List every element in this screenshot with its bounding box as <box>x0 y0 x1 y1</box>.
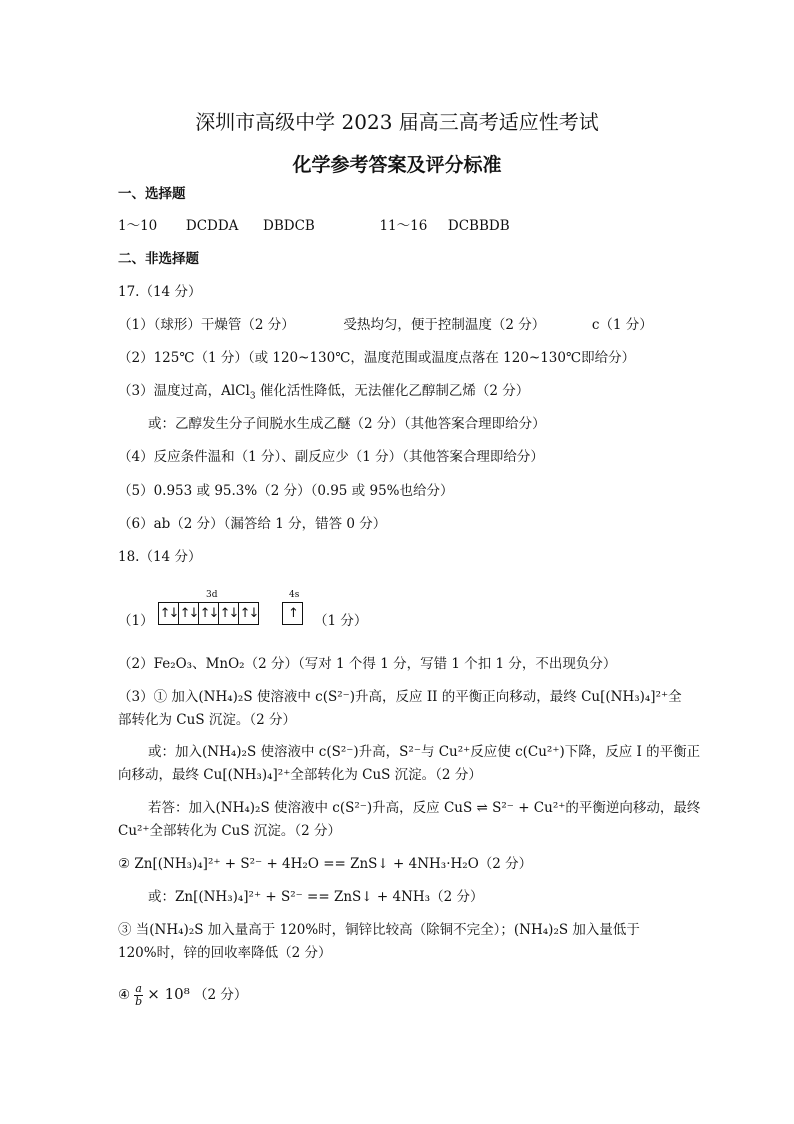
formula-expression: × 10⁸ <box>147 985 190 1003</box>
q17-part4: （4）反应条件温和（1 分）、副反应少（1 分）（其他答案合理即给分） <box>118 449 544 465</box>
q18-part3-equation-alt: 或：Zn[(NH₃)₄]²⁺ + S²⁻ == ZnS↓ + 4NH₃（2 分） <box>148 889 484 905</box>
fraction-numerator: a <box>135 982 142 995</box>
q17-part5: （5）0.953 或 95.3%（2 分）（0.95 或 95%也给分） <box>118 483 454 499</box>
q18-part3-answer-line1: （3）① 加入(NH₄)₂S 使溶液中 c(S²⁻)升高，反应 II 的平衡正向移动，最终 Cu[(NH₃)₄]²⁺全 <box>118 689 682 705</box>
q17-part3-subscript: 3 <box>249 391 256 402</box>
section-free-response-heading: 二、非选择题 <box>118 251 199 267</box>
orbital-3d-boxes <box>158 602 259 625</box>
choice-range-2: 11～16 <box>379 218 428 234</box>
q17-part3-text-b: 催化活性降低，无法催化乙醇制乙烯（2 分） <box>255 383 530 399</box>
choice-answers-2: DCBBDB <box>447 218 510 234</box>
q17-part3-alternative: 或：乙醇发生分子间脱水生成乙醚（2 分）（其他答案合理即给分） <box>148 416 546 432</box>
q18-part3-alt2-line2: Cu²⁺全部转化为 CuS 沉淀。（2 分） <box>118 823 342 839</box>
page-subtitle: 化学参考答案及评分标准 <box>292 154 502 176</box>
q18-part3-alt1-line1: 或：加入(NH₄)₂S 使溶液中 c(S²⁻)升高，S²⁻与 Cu²⁺反应使 c(Cu²⁺)下降，反应 I 的平衡正 <box>148 744 701 760</box>
q18-part3-analysis-line2: 120%时，锌的回收率降低（2 分） <box>118 945 332 961</box>
q18-part2: （2）Fe₂O₃、MnO₂（2 分）（写对 1 个得 1 分，写错 1 个扣 1 分，不出现负分） <box>118 656 617 672</box>
q17-part3-text-a: （3）温度过高，AlCl <box>118 383 250 399</box>
q18-part1-label: （1） <box>118 613 154 629</box>
orbital-3d-box: ↑↓ <box>158 602 178 625</box>
q17-part1-c: c（1 分） <box>591 317 653 333</box>
q17-part3 <box>118 382 529 400</box>
q18-part3-alt1-line2: 向移动，最终 Cu[(NH₃)₄]²⁺全部转化为 CuS 沉淀。（2 分） <box>118 767 482 783</box>
orbital-3d-box: ↑↓ <box>178 602 198 625</box>
fraction <box>134 983 143 1008</box>
choice-answers-row <box>118 217 510 235</box>
q17-part6: （6）ab（2 分）（漏答给 1 分，错答 0 分） <box>118 516 387 532</box>
orbital-3d-label: 3d <box>206 590 218 600</box>
q17-part1 <box>118 316 653 334</box>
choice-answers-1b: DBDCB <box>263 218 315 234</box>
q18-part3-alt2-line1: 若答：加入(NH₄)₂S 使溶液中 c(S²⁻)升高，反应 CuS ⇌ S²⁻ + Cu²⁺的平衡逆向移动，最终 <box>148 800 701 816</box>
orbital-3d-box: ↑↓ <box>218 602 238 625</box>
orbital-4s-box: ↑ <box>282 602 303 625</box>
page-title: 深圳市高级中学 2023 届高三高考适应性考试 <box>195 110 599 134</box>
q17-part1-b: 受热均匀，便于控制温度（2 分） <box>343 317 546 333</box>
orbital-4s-label: 4s <box>289 590 300 600</box>
orbital-4s-boxes <box>282 602 303 625</box>
orbital-3d-box: ↑↓ <box>238 602 259 625</box>
q18-part3-answer-line2: 部转化为 CuS 沉淀。（2 分） <box>118 712 296 728</box>
orbital-3d-box: ↑↓ <box>198 602 218 625</box>
section-multiple-choice-heading: 一、选择题 <box>118 186 186 202</box>
q17-part2: （2）125℃（1 分）（或 120~130℃，温度范围或温度点落在 120~130℃即给分） <box>118 350 636 366</box>
formula-prefix: ④ <box>118 987 131 1003</box>
q18-part3-analysis-line1: ③ 当(NH₄)₂S 加入量高于 120%时，铜锌比较高（除铜不完全）；(NH₄)₂S 加入量低于 <box>118 922 640 938</box>
q17-heading: 17.（14 分） <box>118 284 202 300</box>
q18-part1-score: （1 分） <box>314 613 368 629</box>
q18-part3-equation: ② Zn[(NH₃)₄]²⁺ + S²⁻ + 4H₂O == ZnS↓ + 4NH₃·H₂O（2 分） <box>118 856 533 872</box>
fraction-denominator: b <box>135 995 143 1008</box>
formula-score: （2 分） <box>194 987 248 1003</box>
q17-part1-a: （1）（球形）干燥管（2 分） <box>118 317 295 333</box>
choice-range-1: 1～10 <box>118 218 158 234</box>
q18-part3-formula <box>118 980 247 1009</box>
q18-heading: 18.（14 分） <box>118 549 202 565</box>
choice-answers-1a: DCDDA <box>185 218 239 234</box>
